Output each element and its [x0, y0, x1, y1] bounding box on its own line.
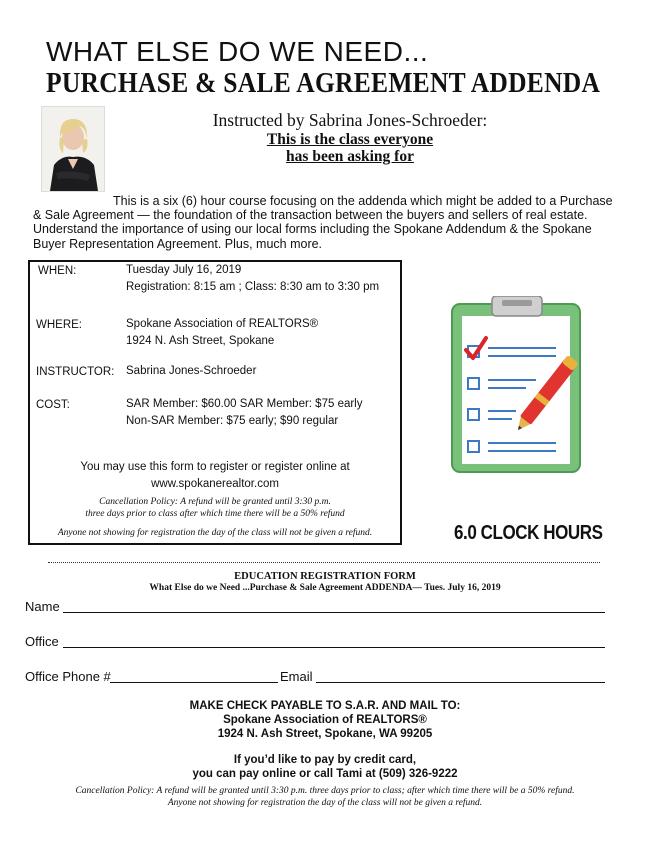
email-field[interactable] — [316, 666, 605, 683]
payment-line-3: 1924 N. Ash Street, Spokane, WA 99205 — [217, 728, 433, 740]
box-cancellation-line-1: Cancellation Policy: A refund will be granted until 3:30 p.m. — [99, 497, 331, 507]
where-address: 1924 N. Ash Street, Spokane — [126, 335, 275, 347]
box-cancellation-policy — [30, 496, 400, 520]
payment-line-1: MAKE CHECK PAYABLE TO S.A.R. AND MAIL TO: — [189, 700, 461, 712]
when-date: Tuesday July 16, 2019 — [126, 264, 242, 276]
where-label: WHERE: — [36, 319, 82, 331]
payment-line-2: Spokane Association of REALTORS® — [223, 714, 427, 726]
register-website-link[interactable]: www.spokanerealtor.com — [151, 478, 279, 490]
where-value — [126, 316, 318, 350]
where-venue: Spokane Association of REALTORS® — [126, 318, 319, 330]
footer-cancellation-line-1: Cancellation Policy: A refund will be granted until 3:30 p.m. three days prior to class; after which time there will be a 50% refund. — [75, 786, 575, 796]
box-no-show-policy: Anyone not showing for registration the day of the class will not be given a refund. — [57, 528, 373, 538]
when-value — [126, 262, 379, 296]
email-label: Email — [280, 669, 313, 684]
course-description: This is a six (6) hour course focusing on the addenda which might be added to a Purchase & Sale Agreement — the foundation of the transaction between the buyers and sellers of real estate. Understand the importance of using our local forms including the Spokane Addendum & the Spokane Buyer Representation Agreement. Plus, much more. — [33, 194, 613, 251]
checklist-clipboard-icon — [446, 296, 596, 476]
clock-hours-badge: 6.0 CLOCK HOURS — [454, 522, 603, 544]
course-details-box — [28, 260, 402, 545]
tagline-line-2: has been asking for — [286, 148, 414, 165]
when-label: WHEN: — [38, 265, 77, 277]
instructor-label: INSTRUCTOR: — [36, 366, 115, 378]
footer-cancellation-line-2: Anyone not showing for registration the day of the class will not be given a refund. — [167, 797, 483, 808]
registration-form-heading: EDUCATION REGISTRATION FORM — [234, 571, 416, 582]
office-field[interactable] — [63, 631, 605, 648]
name-field[interactable] — [63, 596, 605, 613]
cost-non-member: Non-SAR Member: $75 early; $90 regular — [126, 415, 339, 427]
box-cancellation-line-2: three days prior to class after which time there will be a 50% refund — [85, 509, 345, 519]
register-instructions: You may use this form to register or register online at — [80, 461, 350, 473]
page-subtitle: PURCHASE & SALE AGREEMENT ADDENDA — [46, 67, 601, 99]
page-title: WHAT ELSE DO WE NEED... — [46, 36, 429, 67]
payment-instructions — [0, 699, 650, 781]
when-time: Registration: 8:15 am ; Class: 8:30 am to 3:30 pm — [126, 281, 380, 293]
instructor-value: Sabrina Jones-Schroeder — [126, 365, 257, 377]
cost-label: COST: — [36, 399, 70, 411]
payment-line-4: If you’d like to pay by credit card, — [233, 754, 417, 766]
register-info — [30, 459, 400, 493]
office-label: Office — [25, 634, 59, 649]
instructor-photo — [41, 106, 105, 192]
office-phone-field[interactable] — [110, 666, 278, 683]
registration-form-subheading: What Else do we Need ...Purchase & Sale Agreement ADDENDA— Tues. July 16, 2019 — [149, 583, 501, 593]
office-phone-label: Office Phone # — [25, 669, 111, 684]
cut-line-divider — [48, 562, 600, 563]
cost-value — [126, 396, 363, 430]
cost-member: SAR Member: $60.00 SAR Member: $75 early — [126, 398, 363, 410]
name-label: Name — [25, 599, 60, 614]
tagline-line-1: This is the class everyone — [266, 131, 434, 148]
payment-line-5: you can pay online or call Tami at (509) 326-9222 — [192, 768, 458, 780]
tagline — [120, 131, 580, 165]
instructor-credit: Instructed by Sabrina Jones-Schroeder: — [212, 110, 488, 130]
footer-cancellation-policy — [0, 786, 650, 809]
